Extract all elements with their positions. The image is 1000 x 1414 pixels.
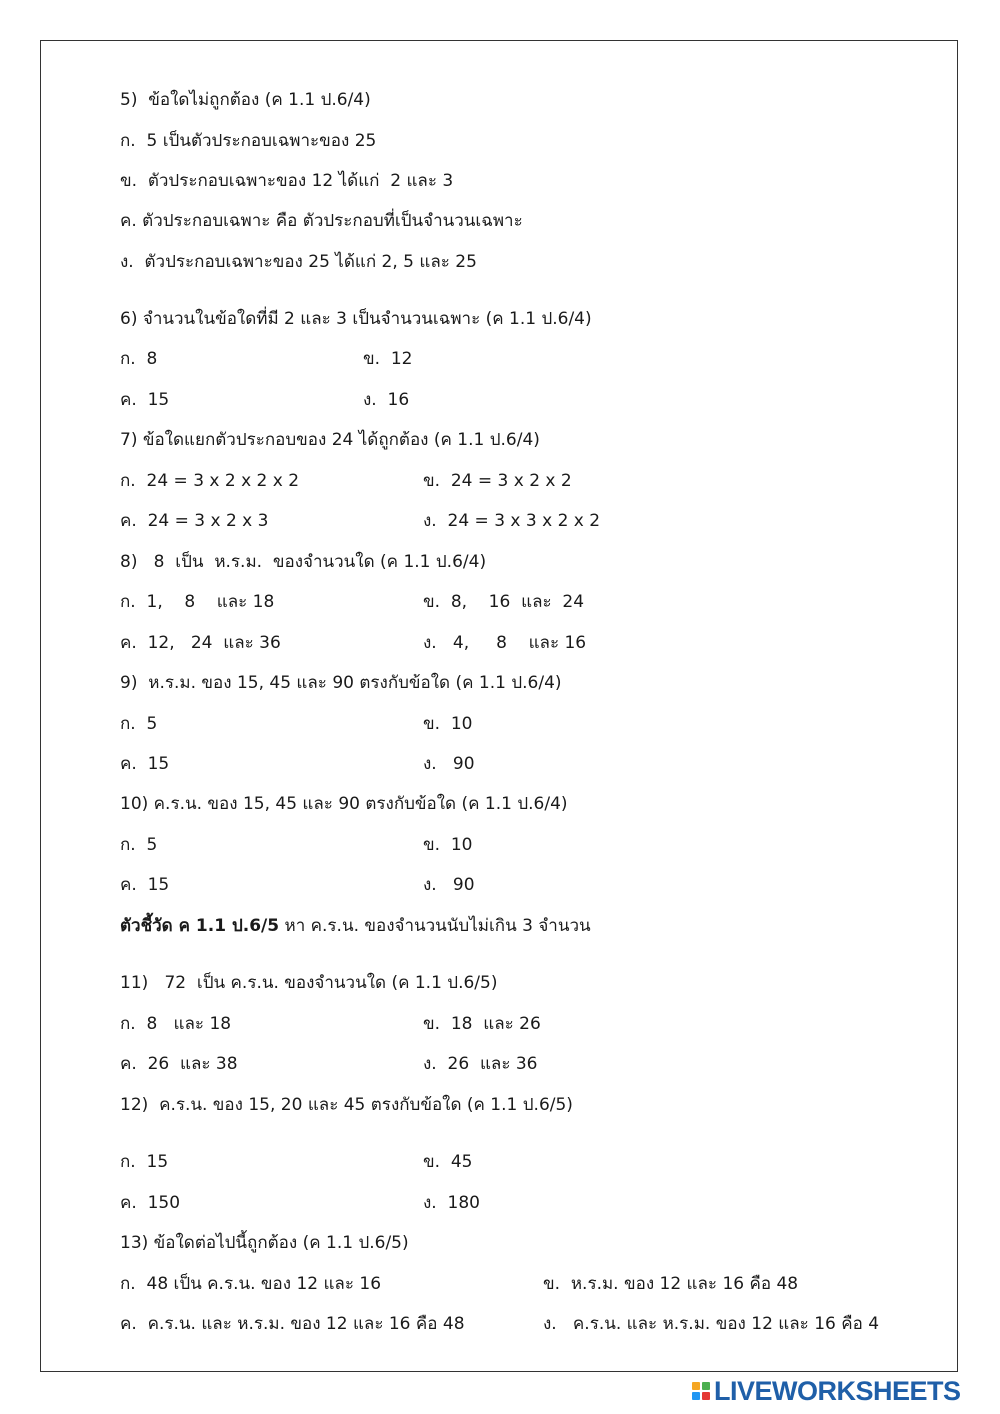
q8-option-d[interactable]: ง. 4, 8 และ 16: [423, 633, 587, 653]
q9-option-b[interactable]: ข. 10: [423, 714, 473, 734]
q13-option-c[interactable]: ค. ค.ร.น. และ ห.ร.ม. ของ 12 และ 16 คือ 48: [120, 1314, 465, 1334]
q12-option-a[interactable]: ก. 15: [120, 1152, 169, 1172]
q13-option-a[interactable]: ก. 48 เป็น ค.ร.น. ของ 12 และ 16: [120, 1274, 382, 1294]
q8-option-b[interactable]: ข. 8, 16 และ 24: [423, 592, 585, 612]
q12-option-d[interactable]: ง. 180: [423, 1193, 480, 1213]
q6-option-b[interactable]: ข. 12: [363, 349, 413, 369]
q5-option-c[interactable]: ค. ตัวประกอบเฉพาะ คือ ตัวประกอบที่เป็นจำนวนเฉพาะ: [120, 211, 523, 231]
q9-option-c[interactable]: ค. 15: [120, 754, 170, 774]
q6-option-a[interactable]: ก. 8: [120, 349, 158, 369]
logo-square-3: [692, 1392, 700, 1400]
q12-option-c[interactable]: ค. 150: [120, 1193, 181, 1213]
q8-option-a[interactable]: ก. 1, 8 และ 18: [120, 592, 275, 612]
logo-text: LIVEWORKSHEETS: [714, 1375, 961, 1406]
logo-square-1: [692, 1382, 700, 1390]
q7-option-d[interactable]: ง. 24 = 3 x 3 x 2 x 2: [423, 511, 601, 531]
q6-option-c[interactable]: ค. 15: [120, 390, 170, 410]
q5-option-b[interactable]: ข. ตัวประกอบเฉพาะของ 12 ได้แก่ 2 และ 3: [120, 171, 454, 191]
q5-option-a[interactable]: ก. 5 เป็นตัวประกอบเฉพาะของ 25: [120, 131, 377, 151]
question-13: 13) ข้อใดต่อไปนี้ถูกต้อง (ค 1.1 ป.6/5): [120, 1233, 409, 1253]
q11-option-b[interactable]: ข. 18 และ 26: [423, 1014, 541, 1034]
question-10: 10) ค.ร.น. ของ 15, 45 และ 90 ตรงกับข้อใด (ค 1.1 ป.6/4): [120, 794, 568, 814]
liveworksheets-logo[interactable]: [692, 1376, 961, 1406]
question-8: 8) 8 เป็น ห.ร.ม. ของจำนวนใด (ค 1.1 ป.6/4): [120, 552, 487, 572]
q7-option-a[interactable]: ก. 24 = 3 x 2 x 2 x 2: [120, 471, 300, 491]
q13-option-b[interactable]: ข. ห.ร.ม. ของ 12 และ 16 คือ 48: [543, 1274, 799, 1294]
indicator-text: หา ค.ร.น. ของจำนวนนับไม่เกิน 3 จำนวน: [279, 916, 591, 936]
q12-option-b[interactable]: ข. 45: [423, 1152, 473, 1172]
q9-option-a[interactable]: ก. 5: [120, 714, 158, 734]
q10-option-a[interactable]: ก. 5: [120, 835, 158, 855]
question-5: 5) ข้อใดไม่ถูกต้อง (ค 1.1 ป.6/4): [120, 90, 371, 110]
q5-option-d[interactable]: ง. ตัวประกอบเฉพาะของ 25 ได้แก่ 2, 5 และ 25: [120, 252, 477, 272]
q8-option-c[interactable]: ค. 12, 24 และ 36: [120, 633, 281, 653]
question-6: 6) จำนวนในข้อใดที่มี 2 และ 3 เป็นจำนวนเฉพาะ (ค 1.1 ป.6/4): [120, 309, 592, 329]
logo-square-4: [702, 1392, 710, 1400]
question-12: 12) ค.ร.น. ของ 15, 20 และ 45 ตรงกับข้อใด (ค 1.1 ป.6/5): [120, 1095, 573, 1115]
q9-option-d[interactable]: ง. 90: [423, 754, 475, 774]
liveworksheets-logo-icon: [692, 1382, 710, 1400]
q11-option-d[interactable]: ง. 26 และ 36: [423, 1054, 538, 1074]
q7-option-c[interactable]: ค. 24 = 3 x 2 x 3: [120, 511, 269, 531]
q13-option-d[interactable]: ง. ค.ร.น. และ ห.ร.ม. ของ 12 และ 16 คือ 4: [543, 1314, 880, 1334]
q10-option-b[interactable]: ข. 10: [423, 835, 473, 855]
question-9: 9) ห.ร.ม. ของ 15, 45 และ 90 ตรงกับข้อใด (ค 1.1 ป.6/4): [120, 673, 562, 693]
question-7: 7) ข้อใดแยกตัวประกอบของ 24 ได้ถูกต้อง (ค 1.1 ป.6/4): [120, 430, 540, 450]
q11-option-a[interactable]: ก. 8 และ 18: [120, 1014, 232, 1034]
logo-square-2: [702, 1382, 710, 1390]
indicator-heading: [120, 915, 591, 937]
q10-option-c[interactable]: ค. 15: [120, 875, 170, 895]
question-11: 11) 72 เป็น ค.ร.น. ของจำนวนใด (ค 1.1 ป.6/5): [120, 973, 498, 993]
q7-option-b[interactable]: ข. 24 = 3 x 2 x 2: [423, 471, 572, 491]
indicator-code: ตัวชี้วัด ค 1.1 ป.6/5: [120, 916, 280, 936]
q11-option-c[interactable]: ค. 26 และ 38: [120, 1054, 238, 1074]
q10-option-d[interactable]: ง. 90: [423, 875, 475, 895]
page-border: [40, 40, 958, 1372]
q6-option-d[interactable]: ง. 16: [363, 390, 410, 410]
